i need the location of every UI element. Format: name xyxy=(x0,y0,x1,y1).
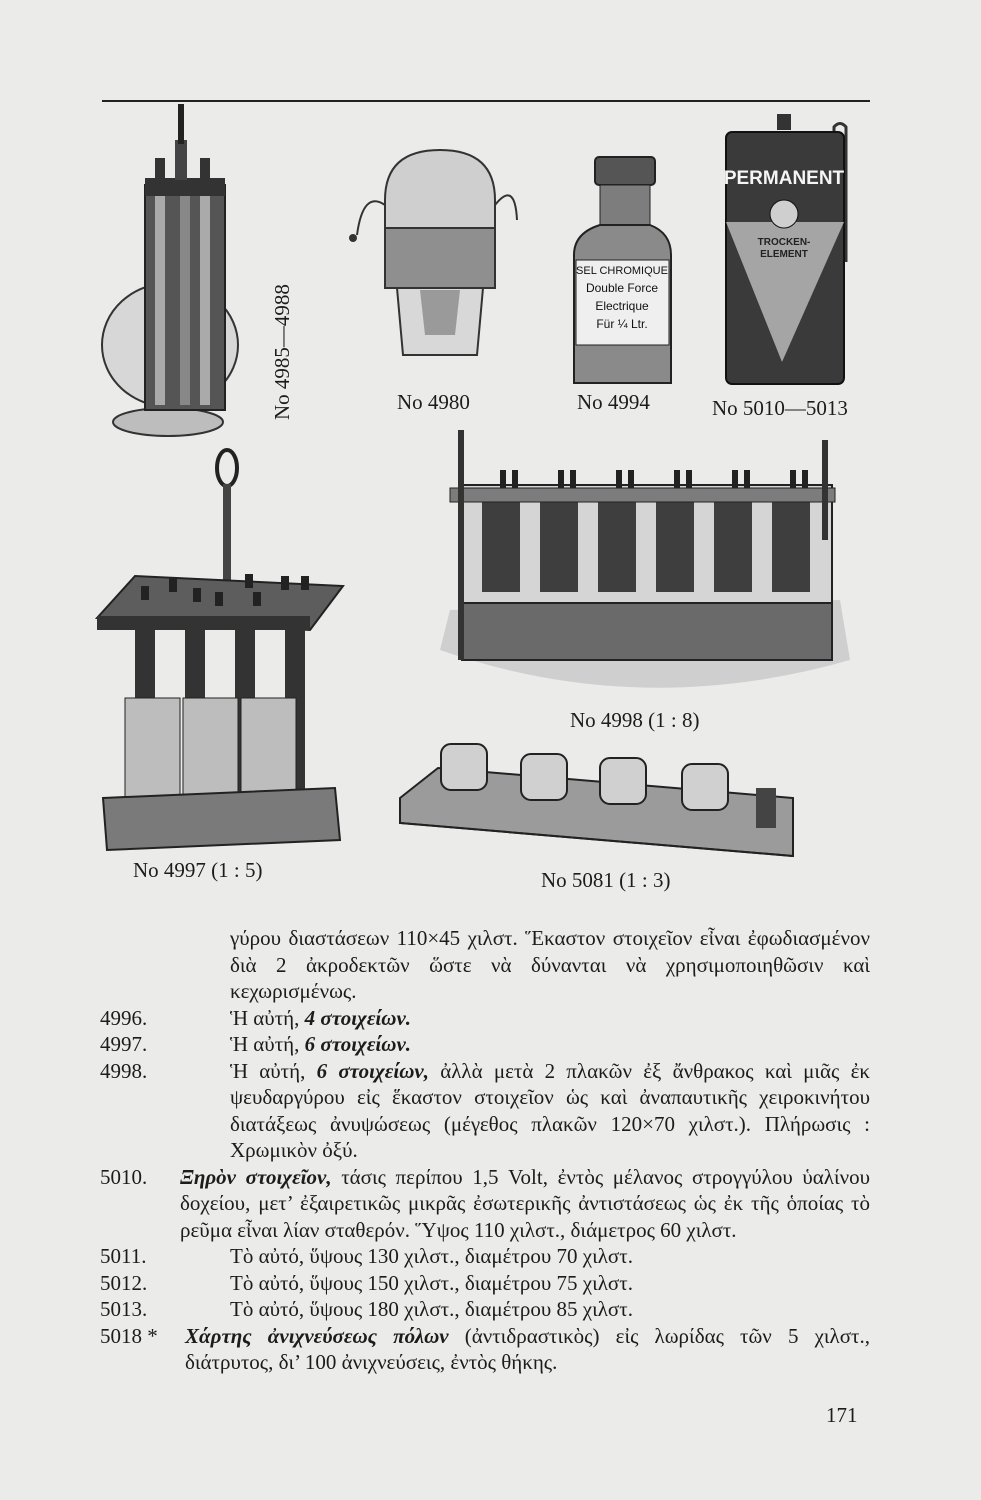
entry-text: τάσις περίπου 1,5 Volt, ἐντὸς μέλανος στρογγύλου ὑαλίνου δοχείου, μετ’ ἐξαιρετικῶς μικρᾶς ἐσωτερικῆς ἀντιστάσεως ὡς ἐκ τῆς ὁποίας τὸ ρεῦμα εἶναι λίαν σταθερόν. Ὕψος 110 χιλστ., διάμετρος 60 χιλστ. xyxy=(180,1164,870,1242)
entry-text: Ἡ αὐτή, xyxy=(230,1005,305,1030)
entry-text: Ἡ αὐτή, xyxy=(230,1032,305,1056)
figure-4998-battery-row xyxy=(440,430,860,700)
catalog-entry xyxy=(100,1058,870,1164)
caption-4998: No 4998 (1 : 8) xyxy=(570,708,700,732)
figure-4980-porous-cell xyxy=(345,140,525,370)
entry-bold-text: 4 στοιχείων. xyxy=(304,1005,412,1030)
entry-number: 5018 * xyxy=(100,1323,158,1348)
entry-text: Τὸ αὐτό, ὕψους 130 χιλστ., διαμέτρου 70 χιλστ. xyxy=(230,1244,633,1268)
entry-text: Τὸ αὐτό, ὕψους 150 χιλστ., διαμέτρου 75 χιλστ. xyxy=(230,1270,633,1295)
entry-number: 5011. xyxy=(100,1244,147,1268)
figure-5010-dry-cell xyxy=(722,112,862,387)
entry-number: 5012. xyxy=(100,1270,148,1295)
battery-label-line-2: TROCKEN- xyxy=(757,237,811,248)
figure-4997-cell-block xyxy=(95,448,350,858)
bottle-label-line-4: Für ¼ Ltr. xyxy=(596,317,648,331)
entry-bold-text: 6 στοιχείων. xyxy=(304,1032,412,1056)
caption-5081: No 5081 (1 : 3) xyxy=(541,868,671,892)
intro-paragraph xyxy=(100,925,870,1005)
catalog-entry xyxy=(100,1270,870,1297)
entry-text: Τὸ αὐτό, ὕψους 180 χιλστ., διαμέτρου 85 χιλστ. xyxy=(230,1297,633,1321)
catalog-entry xyxy=(100,1243,870,1270)
entry-number: 4997. xyxy=(100,1032,148,1056)
catalog-text xyxy=(100,925,870,1376)
entry-bold-text: Χάρτης ἀνιχνεύσεως πόλων xyxy=(185,1323,449,1348)
entry-bold-text: Ξηρὸν στοιχεῖον, xyxy=(180,1164,332,1189)
entry-number: 5010. xyxy=(100,1164,148,1189)
entry-number: 4996. xyxy=(100,1005,148,1030)
entry-text: Ἡ αὐτή, xyxy=(230,1058,317,1083)
battery-label-line-1: PERMANENT xyxy=(723,168,845,189)
caption-5010-5013: No 5010—5013 xyxy=(712,396,848,420)
catalog-entry xyxy=(100,1005,870,1032)
figure-4985-globe-cell xyxy=(100,100,260,440)
entry-number: 4998. xyxy=(100,1058,148,1083)
catalog-entry xyxy=(100,1031,870,1058)
figure-4994-bottle xyxy=(570,155,675,385)
figure-5081-socket-board xyxy=(398,738,798,860)
intro-text: γύρου διαστάσεων 110×45 χιλστ. Ἕκαστον στοιχεῖον εἶναι ἐφωδιασμένον διὰ 2 ἀκροδεκτῶν ὥστε νὰ δύνανται νὰ χρησιμοποιηθῶσιν καὶ κεχωρισμένως. xyxy=(230,926,870,1003)
catalog-entry xyxy=(100,1164,870,1244)
caption-4985-4988: No 4985—4988 xyxy=(270,284,294,420)
catalog-entry xyxy=(100,1296,870,1323)
entry-rest-text: ἀλλὰ μετὰ 2 πλακῶν ἐξ ἄνθρακος καὶ μιᾶς ἐκ ψευδαργύρου εἰς ἕκαστον στοιχεῖον ὡς καὶ ἀναπαυτικῆς χειροκινήτου διατάξεως ἀνυψώσεως (μέγεθος πλακῶν 120×70 χιλστ.). Πλήρωσις : Χρωμικὸν ὀξύ. xyxy=(230,1058,870,1162)
entry-text: (ἀντιδραστικὸς) εἰς λωρίδας τῶν 5 χιλστ., διάτρυτος, δι’ 100 ἀνιχνεύσεις, ἐντὸς θήκης. xyxy=(185,1323,870,1374)
entry-bold-text: 6 στοιχείων, xyxy=(316,1058,429,1083)
bottle-label-line-3: Electrique xyxy=(595,299,649,313)
caption-4994: No 4994 xyxy=(577,390,650,414)
caption-4997: No 4997 (1 : 5) xyxy=(133,858,263,882)
battery-label-line-3: ELEMENT xyxy=(760,249,808,260)
bottle-label-line-2: Double Force xyxy=(585,281,659,295)
bottle-label-line-1: SEL CHROMIQUE xyxy=(576,265,668,277)
page-number: 171 xyxy=(826,1403,858,1427)
catalog-entry xyxy=(100,1323,870,1376)
caption-4980: No 4980 xyxy=(397,390,470,414)
entry-number: 5013. xyxy=(100,1297,148,1321)
